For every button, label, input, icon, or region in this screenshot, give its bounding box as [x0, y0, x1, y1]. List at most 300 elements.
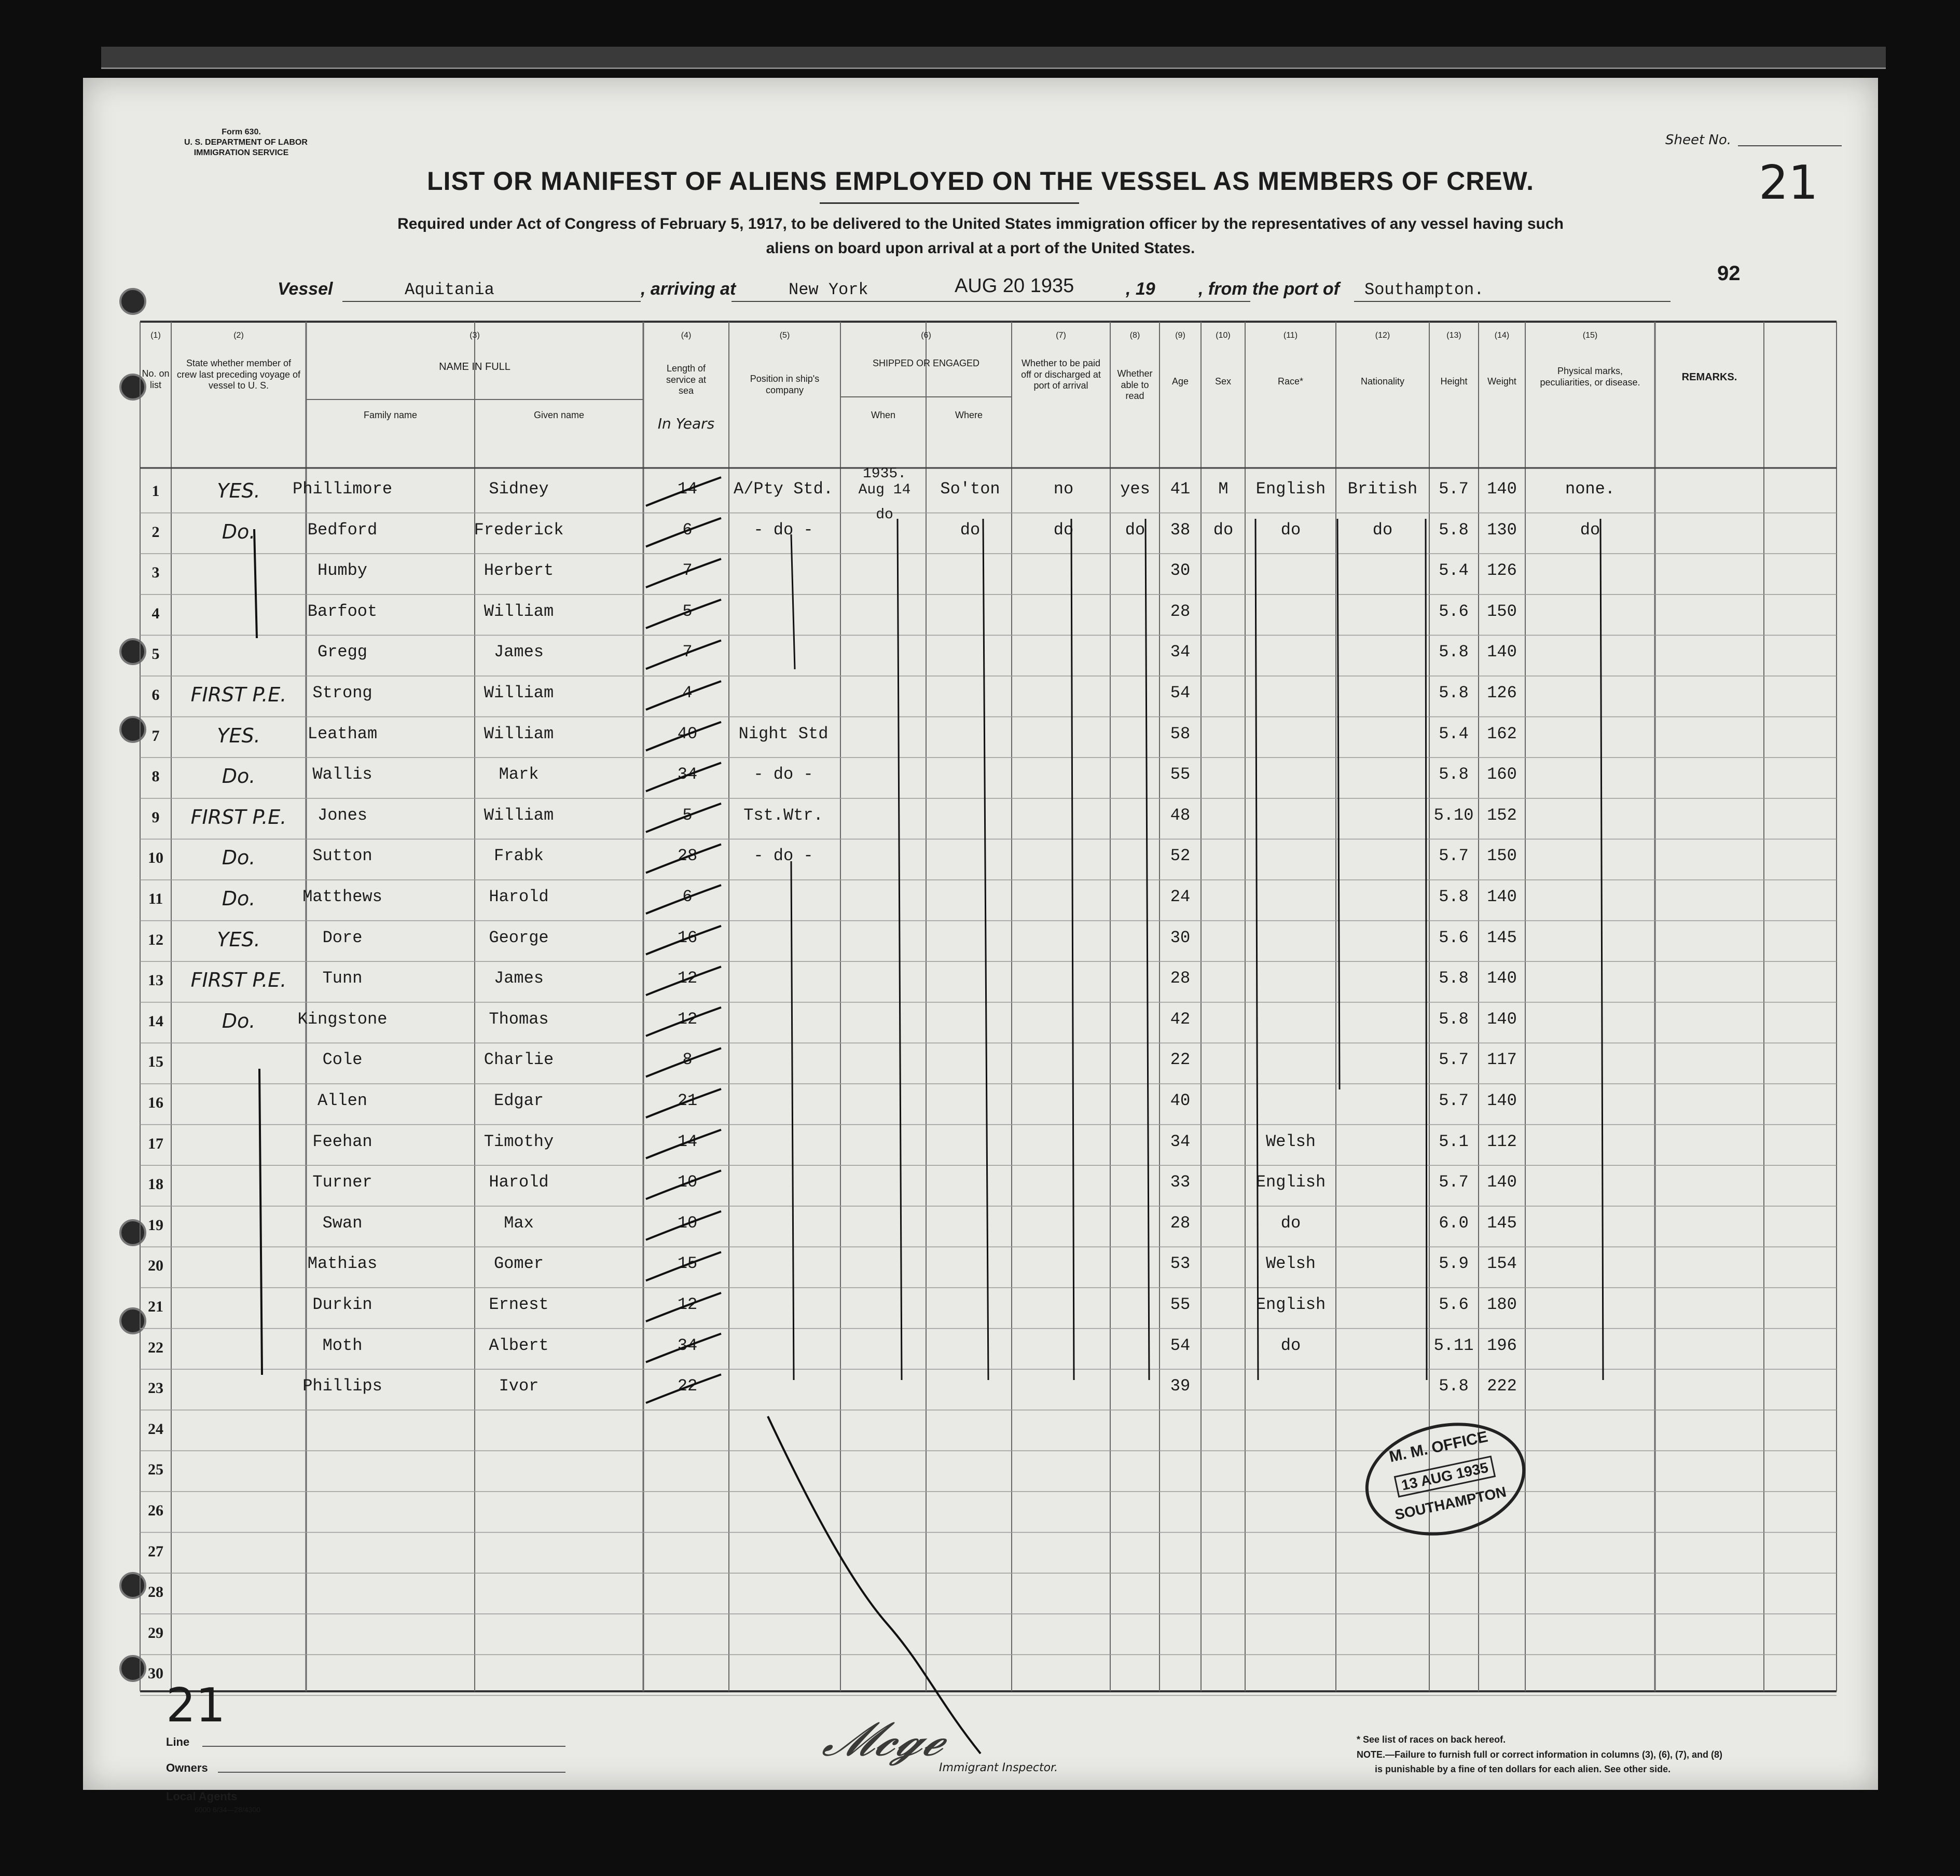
col9-header: Age: [1171, 376, 1189, 387]
ditto-line: [646, 1130, 721, 1158]
row-age: 24: [1170, 887, 1191, 906]
row-weight: 140: [1487, 1172, 1517, 1192]
ditto-line: [646, 1252, 721, 1280]
corner-handwritten-number: 21: [166, 1678, 226, 1733]
row-family: Swan: [322, 1213, 363, 1233]
col1-number: (1): [150, 331, 161, 340]
ditto-line: [646, 518, 721, 547]
row-no: 15: [148, 1053, 163, 1071]
row-height: 5.7: [1439, 1050, 1469, 1070]
row-prev: Do.: [222, 846, 256, 870]
ditto-line: [1337, 519, 1340, 1089]
col4-unit: In Years: [657, 415, 715, 432]
row-age: 40: [1170, 1091, 1191, 1110]
row-prev: FIRST P.E.: [190, 969, 287, 992]
row-service: 6: [682, 887, 693, 906]
row-no: 29: [148, 1624, 163, 1641]
row-given: Thomas: [489, 1009, 549, 1029]
row-no: 24: [148, 1420, 163, 1438]
col13-number: (13): [1446, 331, 1461, 340]
row-family: Leatham: [307, 724, 378, 743]
row-no: 6: [151, 686, 160, 703]
row-age: 55: [1170, 1295, 1191, 1314]
ditto-line: [646, 559, 721, 587]
col10-number: (10): [1216, 331, 1231, 340]
row-weight: 196: [1487, 1335, 1517, 1355]
row-no: 1: [151, 482, 160, 500]
vessel-label: Vessel: [278, 279, 333, 299]
col7-number: (7): [1056, 331, 1066, 340]
footer-owners-rule: [218, 1772, 565, 1773]
subtitle-line-2: aliens on board upon arrival at a port of the United States.: [766, 240, 1195, 257]
row-weight: 154: [1487, 1254, 1517, 1274]
row-height: 5.7: [1439, 479, 1469, 499]
row-age: 28: [1170, 601, 1191, 621]
ditto-line: [646, 722, 721, 751]
ditto-line: [791, 861, 794, 1380]
row-prev: FIRST P.E.: [190, 683, 287, 706]
ditto-line: [646, 926, 721, 955]
row-service: 21: [677, 1091, 698, 1110]
ditto-line: [646, 844, 721, 873]
col15-number: (15): [1582, 331, 1598, 340]
row-race: do: [1280, 520, 1301, 540]
row-age: 34: [1170, 642, 1191, 662]
row-service: 12: [677, 1295, 698, 1314]
footer-owners-label: Owners: [166, 1761, 208, 1774]
row-family: Matthews: [302, 887, 382, 906]
row-no: 22: [148, 1339, 163, 1356]
row-prev: Do.: [222, 1009, 256, 1032]
row-no: 25: [148, 1461, 163, 1479]
row-no: 30: [148, 1665, 163, 1682]
row-height: 5.10: [1433, 805, 1474, 825]
row-given: Charlie: [484, 1050, 554, 1070]
row-family: Cole: [322, 1050, 363, 1070]
row-weight: 222: [1487, 1376, 1517, 1396]
ditto-line: [646, 967, 721, 995]
row-family: Wallis: [312, 765, 372, 784]
print-code: 6000 6/34—28/4300: [195, 1805, 260, 1814]
row-family: Humby: [317, 561, 368, 581]
row-age: 55: [1170, 765, 1191, 784]
vessel-name: Aquitania: [405, 280, 494, 299]
page-title: LIST OR MANIFEST OF ALIENS EMPLOYED ON THE VESSEL AS MEMBERS OF CREW.: [427, 167, 1534, 196]
row-no: 28: [148, 1583, 163, 1601]
row-marks: none.: [1565, 479, 1616, 499]
row-given: Frederick: [474, 520, 564, 540]
row-given: Sidney: [489, 479, 549, 499]
row-nationality: do: [1372, 520, 1393, 540]
row-service: 7: [682, 561, 693, 581]
row-race: Welsh: [1265, 1132, 1316, 1151]
ditto-line: [646, 804, 721, 832]
row-age: 52: [1170, 846, 1191, 866]
row-no: 5: [151, 645, 160, 663]
row-where: do: [960, 520, 981, 540]
row-given: Albert: [489, 1335, 549, 1355]
ditto-line: [1426, 519, 1427, 1380]
row-given: Frabk: [493, 846, 544, 866]
row-family: Phillimore: [292, 479, 393, 499]
col1-header: No. on list: [142, 368, 170, 390]
row-service: 4: [682, 683, 693, 702]
row-no: 21: [148, 1298, 163, 1315]
row-given: James: [493, 642, 544, 662]
row-service: 5: [682, 805, 693, 825]
row-service: 12: [677, 1009, 698, 1029]
note-line-1: NOTE.—Failure to furnish full or correct information in columns (3), (6), (7), and (8): [1357, 1749, 1723, 1760]
footer-line-label: Line: [166, 1735, 190, 1748]
row-height: 5.8: [1439, 887, 1469, 906]
row-prev: YES.: [217, 479, 260, 502]
year-label: , 19: [1126, 279, 1155, 299]
inspector-signature: 𝓜𝓬𝓰𝓮: [818, 1712, 954, 1767]
note-races: * See list of races on back hereof.: [1357, 1734, 1506, 1745]
row-prev: FIRST P.E.: [190, 805, 287, 829]
row-no: 14: [148, 1012, 163, 1030]
ditto-line: [646, 885, 721, 914]
row-given: William: [484, 683, 554, 702]
col15-header: Physical marks, peculiarities, or disease.: [1540, 366, 1640, 388]
stamp-line-1: M. M. OFFICE: [1387, 1428, 1489, 1466]
ditto-line: [1071, 519, 1074, 1380]
arrival-date-stamp: AUG 20 1935: [955, 275, 1074, 297]
col3-header: NAME IN FULL: [439, 361, 510, 373]
row-height: 5.4: [1439, 724, 1469, 743]
col11-header: Race*: [1277, 376, 1304, 387]
row-given: James: [493, 969, 544, 988]
col9-number: (9): [1175, 331, 1185, 340]
col3-number: (3): [470, 331, 480, 340]
row-family: Sutton: [312, 846, 372, 866]
row-service: 7: [682, 642, 693, 662]
col2-header: State whether member of crew last preceding voyage of vessel to U. S.: [176, 358, 301, 391]
row-given: George: [489, 928, 549, 947]
row-height: 5.7: [1439, 846, 1469, 866]
diagonal-stroke: [768, 1416, 981, 1754]
row-read: yes: [1120, 479, 1150, 499]
where-header: Where: [955, 410, 983, 420]
list-number: 92: [1717, 262, 1741, 285]
row-family: Tunn: [322, 969, 363, 988]
row-sex: do: [1213, 520, 1234, 540]
col12-number: (12): [1375, 331, 1390, 340]
row-weight: 160: [1487, 765, 1517, 784]
row-no: 12: [148, 931, 163, 948]
row-race: English: [1255, 1172, 1326, 1192]
handwritten-marks: [83, 78, 1878, 1790]
row-position: - do -: [753, 765, 813, 784]
row-family: Turner: [312, 1172, 372, 1192]
col6-header: SHIPPED OR ENGAGED: [872, 358, 980, 368]
service-name: IMMIGRATION SERVICE: [194, 148, 289, 157]
row-position: - do -: [753, 846, 813, 866]
row-age: 54: [1170, 683, 1191, 702]
row-paid: do: [1053, 520, 1074, 540]
row-read: do: [1125, 520, 1145, 540]
row-given: Harold: [489, 1172, 549, 1192]
stamp-date: 13 AUG 1935: [1394, 1456, 1496, 1498]
row-paid: no: [1053, 479, 1074, 499]
row-height: 5.6: [1439, 928, 1469, 947]
row-age: 34: [1170, 1132, 1191, 1151]
row-family: Allen: [317, 1091, 368, 1110]
ditto-line: [646, 1048, 721, 1077]
row-age: 39: [1170, 1376, 1191, 1396]
row-given: Timothy: [484, 1132, 554, 1151]
ditto-line: [646, 600, 721, 628]
row-height: 5.9: [1439, 1254, 1469, 1274]
row-weight: 140: [1487, 642, 1517, 662]
page-top-edge: [101, 47, 1886, 69]
row-weight: 140: [1487, 1009, 1517, 1029]
row-height: 5.8: [1439, 642, 1469, 662]
col2-number: (2): [233, 331, 244, 340]
row-service: 10: [677, 1172, 698, 1192]
row-race: English: [1255, 479, 1326, 499]
row-weight: 152: [1487, 805, 1517, 825]
row-weight: 140: [1487, 1091, 1517, 1110]
row-height: 5.11: [1433, 1335, 1474, 1355]
row-no: 16: [148, 1094, 163, 1111]
row-when: 1935. Aug 14: [858, 466, 911, 498]
ditto-line: [646, 1211, 721, 1240]
row-no: 10: [148, 849, 163, 867]
row-service: 14: [677, 1132, 698, 1151]
row-age: 30: [1170, 561, 1191, 581]
arriving-port: New York: [789, 280, 868, 299]
sheet-number: 21: [1759, 156, 1818, 210]
ditto-line: [646, 1374, 721, 1403]
col7-header: Whether to be paid off or discharged at port of arrival: [1021, 358, 1101, 391]
ditto-line: [1600, 519, 1603, 1380]
row-service: 15: [677, 1254, 698, 1274]
ditto-line: [646, 1170, 721, 1199]
row-race: do: [1280, 1213, 1301, 1233]
row-height: 5.6: [1439, 1295, 1469, 1314]
from-port: Southampton.: [1364, 280, 1484, 299]
ditto-line: [646, 1293, 721, 1321]
row-age: 22: [1170, 1050, 1191, 1070]
row-no: 13: [148, 972, 163, 989]
row-height: 5.8: [1439, 1376, 1469, 1396]
ditto-line: [646, 640, 721, 669]
row-age: 28: [1170, 1213, 1191, 1233]
form-number: Form 630.: [222, 128, 261, 136]
ditto-line: [646, 763, 721, 791]
row-no: 19: [148, 1216, 163, 1234]
row-weight: 180: [1487, 1295, 1517, 1314]
ditto-line: [983, 519, 988, 1380]
row-no: 23: [148, 1380, 163, 1397]
row-service: 6: [682, 520, 693, 540]
col4-number: (4): [681, 331, 692, 340]
row-age: 48: [1170, 805, 1191, 825]
row-height: 5.7: [1439, 1172, 1469, 1192]
row-age: 54: [1170, 1335, 1191, 1355]
row-weight: 112: [1487, 1132, 1517, 1151]
ditto-line: [259, 1069, 262, 1375]
row-race: Welsh: [1265, 1254, 1316, 1274]
row-age: 38: [1170, 520, 1191, 540]
row-no: 17: [148, 1135, 163, 1152]
row-height: 5.8: [1439, 1009, 1469, 1029]
row-no: 2: [151, 523, 160, 541]
row-no: 27: [148, 1542, 163, 1560]
row-position: - do -: [753, 520, 813, 540]
row-height: 5.8: [1439, 765, 1469, 784]
row-sex: M: [1218, 479, 1229, 499]
row-weight: 140: [1487, 479, 1517, 499]
row-no: 3: [151, 564, 160, 582]
ditto-line: [646, 1334, 721, 1362]
ditto-line: [898, 519, 902, 1380]
row-age: 53: [1170, 1254, 1191, 1274]
row-family: Barfoot: [307, 601, 378, 621]
row-prev: YES.: [217, 724, 260, 747]
col12-header: Nationality: [1360, 376, 1405, 387]
row-weight: 140: [1487, 887, 1517, 906]
row-race: do: [1280, 1335, 1301, 1355]
ditto-line: [646, 1008, 721, 1036]
row-height: 5.6: [1439, 601, 1469, 621]
row-weight: 117: [1487, 1050, 1517, 1070]
row-given: William: [484, 805, 554, 825]
row-age: 58: [1170, 724, 1191, 743]
col14-number: (14): [1494, 331, 1510, 340]
row-family: Gregg: [317, 642, 368, 662]
row-family: Durkin: [312, 1295, 372, 1314]
row-prev: Do.: [222, 887, 256, 910]
row-family: Kingstone: [297, 1009, 388, 1029]
row-height: 5.1: [1439, 1132, 1469, 1151]
from-label: , from the port of: [1198, 279, 1340, 299]
col5-header: Position in ship's company: [750, 374, 820, 395]
row-service: 8: [682, 1050, 693, 1070]
row-height: 6.0: [1439, 1213, 1469, 1233]
row-weight: 126: [1487, 561, 1517, 581]
row-no: 20: [148, 1257, 163, 1275]
row-no: 8: [151, 768, 160, 785]
manifest-page: [83, 78, 1878, 1814]
row-weight: 150: [1487, 601, 1517, 621]
row-no: 9: [151, 808, 160, 826]
row-weight: 130: [1487, 520, 1517, 540]
row-when: do: [876, 506, 893, 523]
ditto-line: [646, 477, 721, 506]
row-where: So'ton: [940, 479, 1000, 499]
row-service: 34: [677, 765, 698, 784]
department-name: U. S. DEPARTMENT OF LABOR: [184, 138, 308, 147]
row-height: 5.4: [1439, 561, 1469, 581]
row-height: 5.8: [1439, 520, 1469, 540]
when-header: When: [871, 410, 896, 420]
row-given: Max: [504, 1213, 534, 1233]
subtitle-line-1: Required under Act of Congress of February 5, 1917, to be delivered to the United States immigration officer by the representatives of any vessel having such: [397, 215, 1564, 232]
row-age: 28: [1170, 969, 1191, 988]
given-name-header: Given name: [533, 410, 585, 420]
row-service: 40: [677, 724, 698, 743]
row-position: Tst.Wtr.: [743, 805, 823, 825]
row-family: Moth: [322, 1335, 363, 1355]
ditto-line: [1255, 519, 1258, 1380]
ditto-line: [646, 1089, 721, 1118]
row-height: 5.7: [1439, 1091, 1469, 1110]
sheet-label: Sheet No.: [1665, 132, 1732, 148]
row-given: William: [484, 601, 554, 621]
row-prev: Do.: [222, 765, 256, 788]
row-no: 7: [151, 727, 160, 744]
col8-number: (8): [1129, 331, 1140, 340]
row-family: Phillips: [302, 1376, 382, 1396]
row-given: Ivor: [499, 1376, 539, 1396]
row-family: Bedford: [307, 520, 378, 540]
row-given: William: [484, 724, 554, 743]
row-service: 14: [677, 479, 698, 499]
row-service: 34: [677, 1335, 698, 1355]
col6-number: (6): [921, 331, 931, 340]
row-nationality: British: [1347, 479, 1418, 499]
row-given: Gomer: [493, 1254, 544, 1274]
col8-header: Whether able to read: [1117, 368, 1153, 402]
row-service: 5: [682, 601, 693, 621]
arriving-label: , arriving at: [641, 279, 736, 299]
row-position: Night Std: [738, 724, 829, 743]
footer-agents-label: Local Agents: [166, 1790, 238, 1803]
row-family: Dore: [322, 928, 363, 947]
ditto-line: [1145, 519, 1149, 1380]
row-prev: YES.: [217, 928, 260, 951]
row-given: Mark: [499, 765, 539, 784]
row-family: Feehan: [312, 1132, 372, 1151]
row-service: 16: [677, 928, 698, 947]
footer-line-rule: [202, 1746, 565, 1747]
row-position: A/Pty Std.: [733, 479, 834, 499]
col10-header: Sex: [1214, 376, 1232, 387]
row-service: 28: [677, 846, 698, 866]
row-weight: 150: [1487, 846, 1517, 866]
row-given: Edgar: [493, 1091, 544, 1110]
row-weight: 162: [1487, 724, 1517, 743]
row-no: 11: [148, 890, 163, 907]
col5-number: (5): [779, 331, 790, 340]
row-weight: 126: [1487, 683, 1517, 702]
row-family: Strong: [312, 683, 372, 702]
col13-header: Height: [1440, 376, 1468, 387]
col4-header: Length of service at sea: [666, 363, 707, 396]
inspector-label: Immigrant Inspector.: [939, 1761, 1058, 1774]
stamp-line-3: SOUTHAMPTON: [1393, 1483, 1508, 1523]
row-given: Ernest: [489, 1295, 549, 1314]
family-name-header: Family name: [363, 410, 418, 420]
row-weight: 140: [1487, 969, 1517, 988]
row-race: English: [1255, 1295, 1326, 1314]
row-marks: do: [1580, 520, 1600, 540]
row-service: 10: [677, 1213, 698, 1233]
row-no: 26: [148, 1502, 163, 1519]
note-line-2: is punishable by a fine of ten dollars for each alien. See other side.: [1375, 1764, 1671, 1774]
row-age: 42: [1170, 1009, 1191, 1029]
ditto-line: [646, 681, 721, 710]
row-family: Mathias: [307, 1254, 378, 1274]
remarks-header: REMARKS.: [1681, 371, 1737, 383]
row-age: 30: [1170, 928, 1191, 947]
row-service: 12: [677, 969, 698, 988]
row-age: 33: [1170, 1172, 1191, 1192]
row-height: 5.8: [1439, 969, 1469, 988]
row-service: 22: [677, 1376, 698, 1396]
